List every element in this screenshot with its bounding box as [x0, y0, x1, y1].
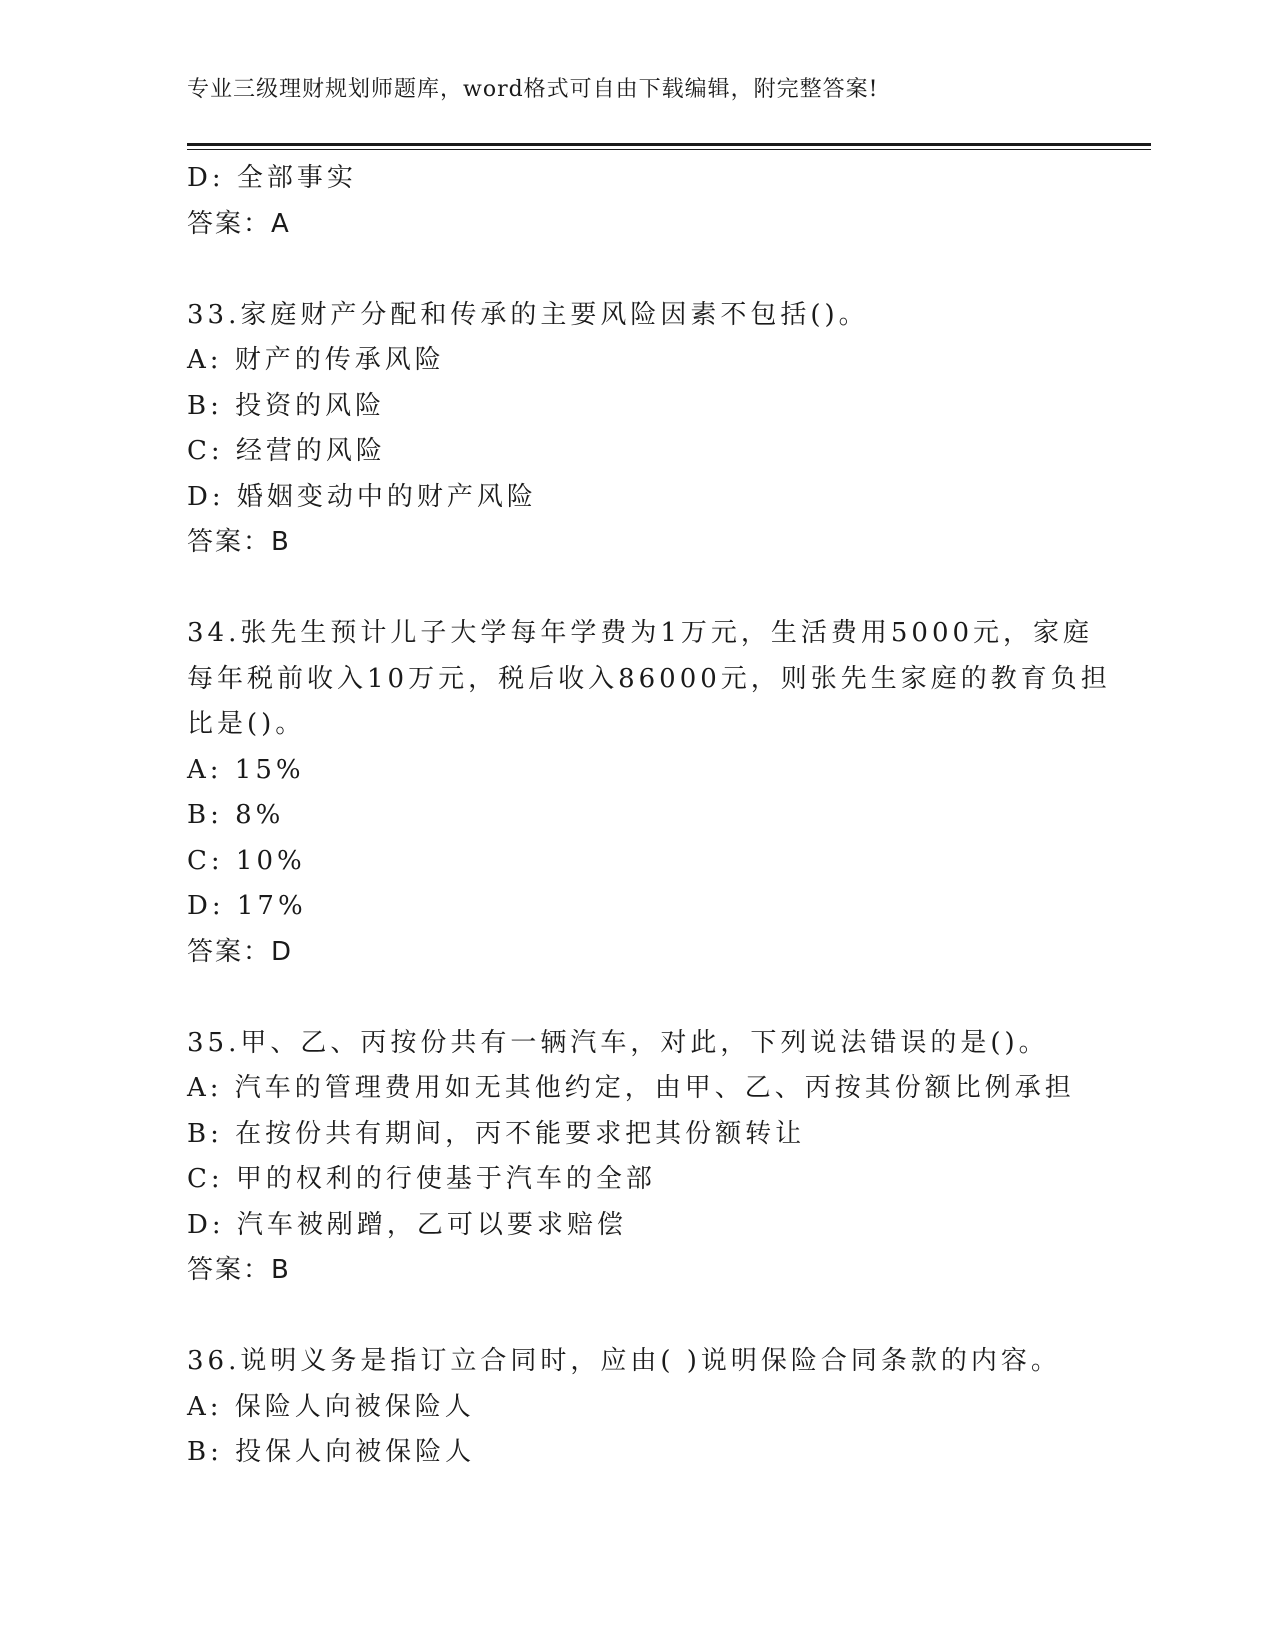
answer: 答案：A	[187, 208, 291, 239]
header-rule-thin	[187, 149, 1151, 150]
option-b: B: 投资的风险	[187, 390, 386, 421]
option-c: C: 经营的风险	[187, 436, 386, 466]
option-b: B: 8%	[187, 800, 285, 830]
question-stem: 33.家庭财产分配和传承的主要风险因素不包括()。	[187, 299, 869, 330]
option-a: A: 保险人向被保险人	[187, 1391, 475, 1422]
question-stem-line-3: 比是()。	[187, 709, 306, 739]
question-34	[187, 611, 1111, 975]
option-c: C: 甲的权利的行使基于汽车的全部	[187, 1164, 656, 1194]
option-a: A: 财产的传承风险	[187, 345, 445, 375]
page-header: 专业三级理财规划师题库，word格式可自由下载编辑，附完整答案!	[187, 77, 879, 102]
answer: 答案：B	[187, 527, 291, 557]
question-35	[187, 1021, 1087, 1294]
question-stem-line-1: 34.张先生预计儿子大学每年学费为1万元，生活费用5000元，家庭	[187, 618, 1094, 648]
question-stem: 35.甲、乙、丙按份共有一辆汽车，对此，下列说法错误的是()。	[187, 1027, 1049, 1058]
option-c: C: 10%	[187, 845, 306, 876]
option-b: B: 在按份共有期间，丙不能要求把其份额转让	[187, 1118, 806, 1149]
header-rule-thick	[187, 143, 1151, 146]
question-36	[187, 1339, 1087, 1476]
option-a: A: 汽车的管理费用如无其他约定，由甲、乙、丙按其份额比例承担	[187, 1073, 1075, 1103]
option-d: D: 全部事实	[187, 163, 357, 193]
previous-question-tail	[187, 156, 1087, 247]
option-d: D: 17%	[187, 891, 307, 921]
option-d: D: 汽车被剐蹭，乙可以要求赔偿	[187, 1209, 627, 1240]
question-list	[187, 156, 1111, 1476]
answer: 答案：D	[187, 936, 294, 967]
question-stem-line-2: 每年税前收入10万元，税后收入86000元，则张先生家庭的教育负担	[187, 663, 1111, 694]
question-stem: 36.说明义务是指订立合同时，应由( )说明保险合同条款的内容。	[187, 1346, 1061, 1376]
option-b: B: 投保人向被保险人	[187, 1437, 476, 1467]
option-d: D: 婚姻变动中的财产风险	[187, 481, 537, 512]
answer: 答案：B	[187, 1255, 291, 1285]
question-33	[187, 293, 1087, 566]
option-a: A: 15%	[187, 754, 305, 785]
